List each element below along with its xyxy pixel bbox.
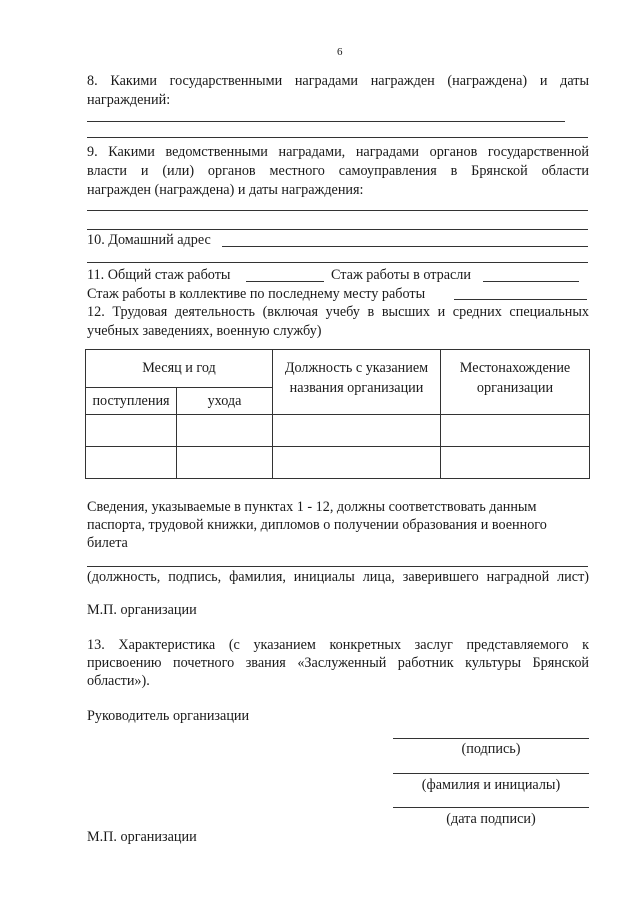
item9-fill-line-1[interactable] xyxy=(87,210,588,211)
item9-line2: власти и (или) органов местного самоуправления в Брянской области xyxy=(87,163,589,179)
stamp-label-1: М.П. организации xyxy=(87,602,197,618)
item9-line1: 9. Какими ведомственными наградами, наградами органов государственной xyxy=(87,144,589,160)
signature-caption: (подпись) xyxy=(461,741,521,757)
table-cell[interactable] xyxy=(86,415,177,447)
table-cell[interactable] xyxy=(177,447,273,479)
head-of-organization-label: Руководитель организации xyxy=(87,708,250,724)
item13-line3: области»). xyxy=(87,673,150,689)
item8-line2: награждений: xyxy=(87,92,171,108)
position-header xyxy=(273,350,441,415)
start-header: поступления xyxy=(86,388,177,415)
industry-experience-line[interactable] xyxy=(483,281,579,282)
general-experience-label: 11. Общий стаж работы xyxy=(87,267,231,283)
note-line3: билета xyxy=(87,535,128,551)
table-cell[interactable] xyxy=(273,415,441,447)
signature-line[interactable] xyxy=(393,738,589,739)
industry-experience-label: Стаж работы в отрасли xyxy=(331,267,471,283)
general-experience-line[interactable] xyxy=(246,281,324,282)
month-year-header: Месяц и год xyxy=(86,350,273,388)
home-address-line-2[interactable] xyxy=(87,262,588,263)
end-header: ухода xyxy=(177,388,273,415)
work-history-table xyxy=(85,349,590,479)
table-cell[interactable] xyxy=(86,447,177,479)
name-line[interactable] xyxy=(393,773,589,774)
table-cell[interactable] xyxy=(273,447,441,479)
item8-fill-line-2[interactable] xyxy=(87,137,588,138)
stamp-label-2: М.П. организации xyxy=(87,829,197,845)
date-caption: (дата подписи) xyxy=(446,811,536,827)
item13-line2: присвоению почетного звания «Заслуженный работник культуры Брянской xyxy=(87,655,589,671)
position-header-line1: Должность с указанием xyxy=(284,360,429,376)
item8-line1: 8. Какими государственными наградами награжден (награждена) и даты xyxy=(87,73,589,89)
location-header-line1: Местонахождение xyxy=(459,360,571,376)
item12-line2: учебных заведениях, военную службу) xyxy=(87,323,322,339)
name-caption: (фамилия и инициалы) xyxy=(421,777,561,793)
position-header-line2: названия организации xyxy=(289,380,424,396)
certifier-caption: (должность, подпись, фамилия, инициалы лица, заверившего наградной лист) xyxy=(87,569,589,585)
item9-fill-line-2[interactable] xyxy=(87,229,588,230)
item10-label: 10. Домашний адрес xyxy=(87,232,211,248)
page-number: 6 xyxy=(337,46,343,58)
item12-line1: 12. Трудовая деятельность (включая учебу в высших и средних специальных xyxy=(87,304,589,320)
location-header-line2: организации xyxy=(476,380,554,396)
table-cell[interactable] xyxy=(177,415,273,447)
home-address-line[interactable] xyxy=(222,246,588,247)
item8-fill-line-1[interactable] xyxy=(87,121,565,122)
table-cell[interactable] xyxy=(441,415,590,447)
collective-experience-label: Стаж работы в коллективе по последнему месту работы xyxy=(87,286,426,302)
note-line2: паспорта, трудовой книжки, дипломов о получении образования и военного xyxy=(87,517,547,533)
note-line1: Сведения, указываемые в пунктах 1 - 12, должны соответствовать данным xyxy=(87,499,537,515)
collective-experience-line[interactable] xyxy=(454,299,587,300)
certifier-signature-line[interactable] xyxy=(87,566,588,567)
item13-line1: 13. Характеристика (с указанием конкретных заслуг представляемого к xyxy=(87,637,589,653)
item9-line3: награжден (награждена) и даты награждения: xyxy=(87,182,364,198)
table-cell[interactable] xyxy=(441,447,590,479)
date-line[interactable] xyxy=(393,807,589,808)
location-header xyxy=(441,350,590,415)
